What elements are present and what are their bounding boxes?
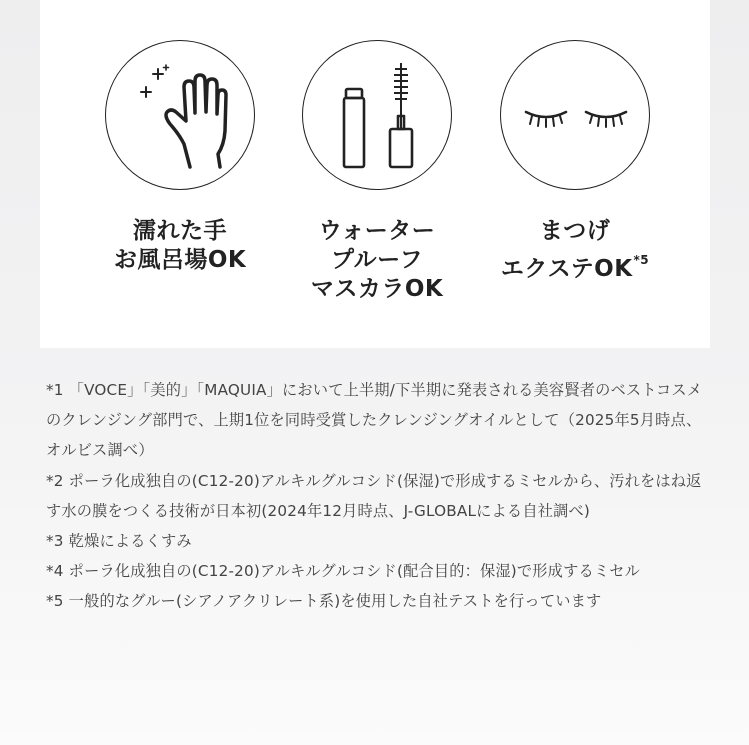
wet-hand-icon-circle [105,40,255,190]
features-card [40,0,710,348]
feature-eyelash-extensions [499,40,651,284]
footnotes [46,375,706,617]
mascara-icon-circle [302,40,452,190]
label-line: プルーフ [331,247,423,273]
label-line: お風呂場OK [113,247,247,273]
eyelashes-icon-circle [500,40,650,190]
label-text: エクステOK [500,256,633,282]
footnote: *4 ポーラ化成独自の(C12-20)アルキルグルコシド(配合目的：保湿)で形成するミセル [46,562,641,581]
eyelashes-icon [501,41,651,191]
mascara-icon [303,41,453,191]
footnote: *5 一般的なグルー(シアノアクリレート系)を使用した自社テストを行っています [46,592,602,611]
feature-label [499,217,651,284]
feature-wet-hands [104,40,256,275]
footnote-ref: *5 [633,253,650,267]
feature-waterproof-mascara [301,40,453,304]
label-line [499,246,651,284]
footnote: *1 「VOCE」「美的」「MAQUIA」において上半期/下半期に発表される美容賢者のベストコスメのクレンジング部門で、上期1位を同時受賞したクレンジングオイルとして（2025年5月時点、オルビス調べ） [46,381,703,460]
wet-hand-icon [106,41,256,191]
label-line: ウォーター [318,218,436,244]
label-line: マスカラOK [310,276,444,302]
footnote: *2 ポーラ化成独自の(C12-20)アルキルグルコシド(保湿)で形成するミセルから、汚れをはね返す水の膜をつくる技術が日本初(2024年12月時点、J-GLOBALによる自社調べ) [46,471,702,520]
feature-label [104,217,256,275]
label-line: まつげ [539,218,611,244]
label-line: 濡れた手 [133,218,227,244]
footnote: *3 乾燥によるくすみ [46,532,192,551]
feature-label [301,217,453,304]
